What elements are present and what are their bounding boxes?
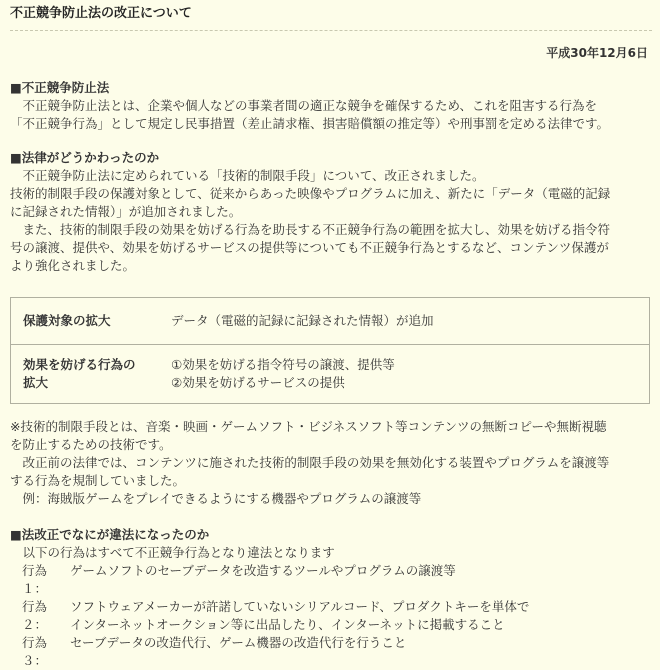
section-unfair-competition-law (10, 79, 652, 133)
act-text: ゲームソフトのセーブデータを改造するツールやプログラムの譲渡等 (70, 563, 456, 578)
act-text: インターネットオークション等に出品したり、インターネットに掲載すること (70, 617, 505, 632)
section-what-became-illegal (10, 526, 652, 670)
row-value (171, 356, 649, 392)
illegal-act-item (10, 634, 652, 670)
section-intro: 以下の行為はすべて不正競争行為となり違法となります (10, 545, 335, 560)
paragraph-line: 「不正競争行為」として規定し民事措置（差止請求権、損害賠償額の推定等）や刑事罰を定める法律です。 (10, 116, 610, 131)
section-heading: ■法律がどうかわったのか (10, 150, 160, 165)
table-row (11, 345, 649, 403)
note-line: ※技術的制限手段とは、音楽・映画・ゲームソフト・ビジネスソフト等コンテンツの無断コピーや無断視聴 (10, 419, 607, 434)
row-label (11, 356, 171, 392)
row-value-line: ②効果を妨げるサービスの提供 (171, 375, 345, 390)
row-label: 保護対象の拡大 (23, 313, 111, 328)
act-text: ソフトウェアメーカーが許諾していないシリアルコード、プロダクトキーを単体で (70, 599, 530, 614)
paragraph-line: に記録された情報）」が追加されました。 (10, 204, 242, 219)
note-line: を防止するための技術です。 (10, 437, 172, 452)
act-label: 行為３： (22, 635, 48, 668)
section-heading: ■不正競争防止法 (10, 80, 110, 95)
paragraph-line: 技術的制限手段の保護対象として、従来からあった映像やプログラムに加え、新たに「データ（電磁的記録 (10, 186, 611, 201)
row-label-line: 効果を妨げる行為の (23, 357, 136, 372)
act-text: セーブデータの改造代行、ゲーム機器の改造代行を行うこと (70, 635, 407, 650)
table-row (11, 298, 649, 345)
paragraph-line: より強化されました。 (10, 258, 136, 273)
paragraph-line: 不正競争防止法に定められている「技術的制限手段」について、改正されました。 (10, 168, 485, 183)
note-line: 例：海賊版ゲームをプレイできるようにする機器やプログラムの譲渡等 (10, 491, 422, 506)
note-line: 改正前の法律では、コンテンツに施された技術的制限手段の効果を無効化する装置やプログラムを譲渡等 (10, 455, 610, 470)
section-heading: ■法改正でなにが違法になったのか (10, 527, 210, 542)
row-label-line: 拡大 (23, 375, 49, 390)
illegal-act-item (10, 562, 652, 598)
act-label: 行為１： (22, 563, 48, 596)
title-divider (10, 30, 652, 31)
row-value: データ（電磁的記録に記録された情報）が追加 (171, 313, 434, 328)
row-value-line: ①効果を妨げる指令符号の譲渡、提供等 (171, 357, 395, 372)
act-label: 行為２： (22, 599, 48, 632)
page-title: 不正競争防止法の改正について (10, 6, 192, 21)
amendment-summary-table (10, 297, 650, 404)
paragraph-line: また、技術的制限手段の効果を妨げる行為を助長する不正競争行為の範囲を拡大し、効果を妨げる指令符 (10, 222, 611, 237)
publish-date: 平成30年12月6日 (546, 46, 648, 60)
note-line: する行為を規制していました。 (10, 473, 186, 488)
technical-restriction-note (10, 418, 652, 508)
section-how-law-changed (10, 149, 652, 275)
paragraph-line: 号の譲渡、提供や、効果を妨げるサービスの提供等についても不正競争行為とするなど、コンテンツ保護が (10, 240, 609, 255)
paragraph-line: 不正競争防止法とは、企業や個人などの事業者間の適正な競争を確保するため、これを阻害する行為を (10, 98, 598, 113)
illegal-act-item (10, 598, 652, 634)
